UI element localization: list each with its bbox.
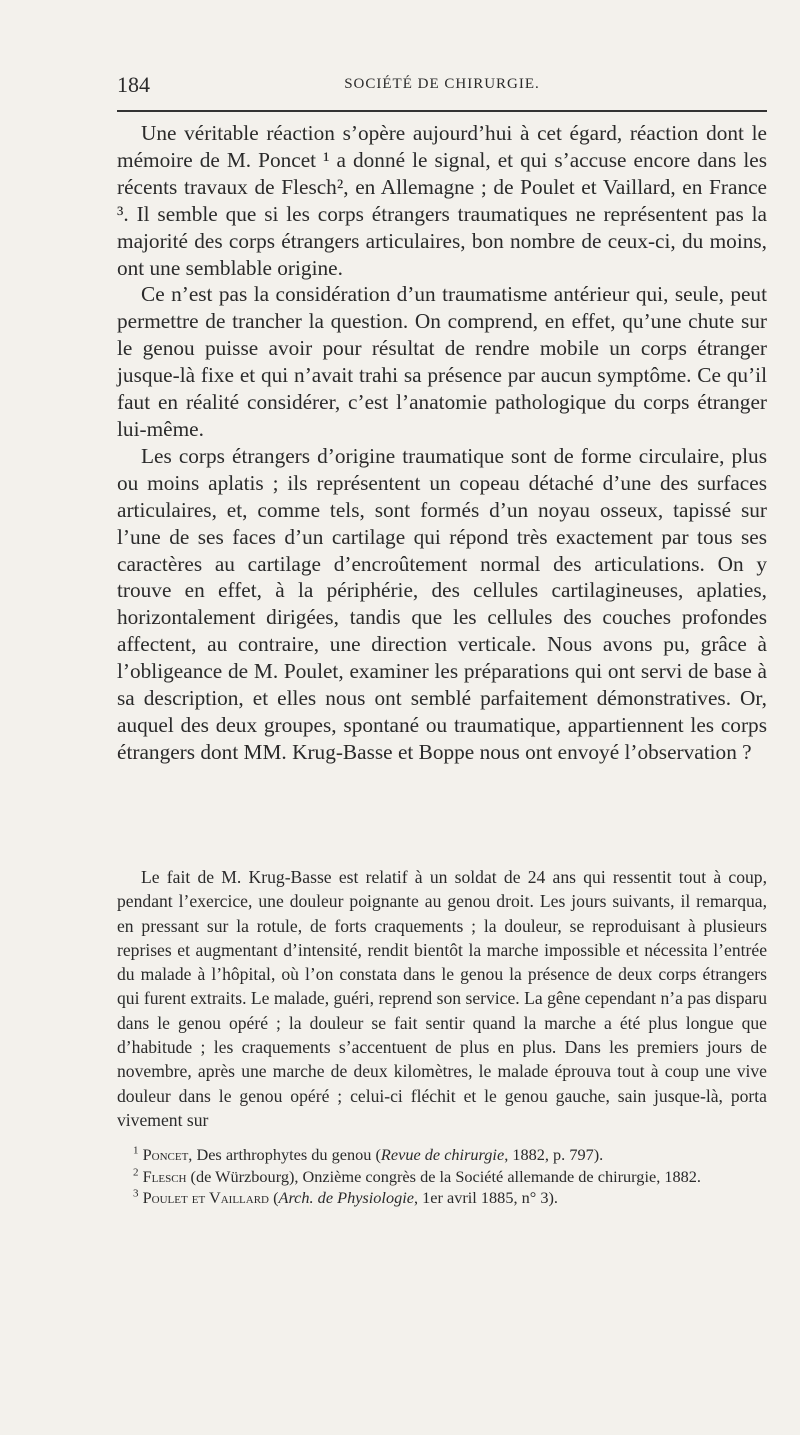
footnote-journal: Arch. de Physiologie [278,1188,414,1207]
paragraph: Ce n’est pas la considération d’un traumatisme antérieur qui, seule, peut permettre de trancher la question. On comprend, en effet, qu’une chute sur le genou puisse avoir pour résultat de rendre mobile un corps étranger jusque-là fixe et qui n’avait trahi sa présence par aucun symptôme. Ce qu’il faut en réalité considérer, c’est l’anatomie pathologique du corps étranger lui-même. [117,282,767,441]
footnote-mark: 3 [133,1187,139,1200]
footnote-author: Poncet [142,1145,189,1164]
paragraph: Les corps étrangers d’origine traumatique sont de forme circulaire, plus ou moins aplatis ; ils représentent un copeau détaché d’une des surfaces articulaires, et, comme tels, sont formés d’un noyau osseux, tapissé sur l’une de ses faces d’un cartilage qui répond très exactement par tous ses caractères au cartilage d’encroûtement normal des articulations. On y trouve en effet, à la périphérie, des cellules cartilagineuses, aplaties, horizontalement dirigées, tandis que les cellules des couches profondes affectent, au contraire, une direction verticale. Nous avons pu, grâce à l’obligeance de M. Poulet, examiner les préparations qui ont servi de base à sa description, et elles nous ont semblé parfaitement démonstratives. Or, auquel des deux groupes, spontané ou traumatique, appartiennent les corps étrangers dont MM. Krug-Basse et Boppe nous ont envoyé l’observation ? [117,443,767,764]
footnote-text: ( [269,1188,279,1207]
footnotes [117,1144,767,1209]
case-paragraph: Le fait de M. Krug-Basse est relatif à un soldat de 24 ans qui ressentit tout à coup, pendant l’exercice, une douleur poignante au genou droit. Les jours suivants, il remarqua, en pressant sur la rotule, de forts craquements ; la douleur, se reproduisant à plusieurs reprises et augmentant d’intensité, rendit bientôt la marche impossible et nécessita l’entrée du malade à l’hôpital, où l’on constata dans le genou la présence de deux corps étrangers qui furent extraits. Le malade, guéri, reprend son service. La gêne cependant n’a pas disparu dans le genou opéré ; la douleur se fait sentir quand la marche a été plus longue que d’habitude ; les craquements s’accentuent de plus en plus. Dans les premiers jours de novembre, après une marche de deux kilomètres, le malade éprouva tout à coup une vive douleur dans le genou opéré ; celui-ci fléchit et le genou gauche, sain jusque-là, porta vivement sur [117,867,767,1130]
footnote-author: Flesch [142,1166,187,1186]
footnote-text: , 1882, p. 797). [504,1145,604,1164]
footnote-author: Poulet et Vaillard [142,1188,269,1207]
footnote-text: , Des arthrophytes du genou ( [188,1145,381,1164]
case-report [117,865,767,1132]
footnote [117,1144,767,1166]
footnote-journal: Revue de chirurgie [380,1145,505,1164]
footnote [117,1187,767,1209]
running-title: SOCIÉTÉ DE CHIRURGIE. [344,76,540,92]
footnote-mark: 1 [133,1144,139,1157]
main-text [117,120,767,766]
footnote-text: (de Würzbourg), Onzième congrès de la Société allemande de chirurgie, 1882. [186,1166,701,1186]
page-header [117,72,767,102]
footnote [117,1166,767,1188]
footnote-text: , 1er avril 1885, n° 3). [414,1188,558,1207]
footnote-mark: 2 [133,1166,139,1179]
page-number: 184 [117,72,150,97]
header-rule [117,110,767,112]
paragraph: Une véritable réaction s’opère aujourd’hui à cet égard, réaction dont le mémoire de M. Poncet ¹ a donné le signal, et qui s’accuse encore dans les récents travaux de Flesch², en Allemagne ; de Poulet et Vaillard, en France ³. Il semble que si les corps étrangers traumatiques ne représentent pas la majorité des corps étrangers articulaires, bon nombre de ceux-ci, du moins, ont une semblable origine. [117,121,767,280]
